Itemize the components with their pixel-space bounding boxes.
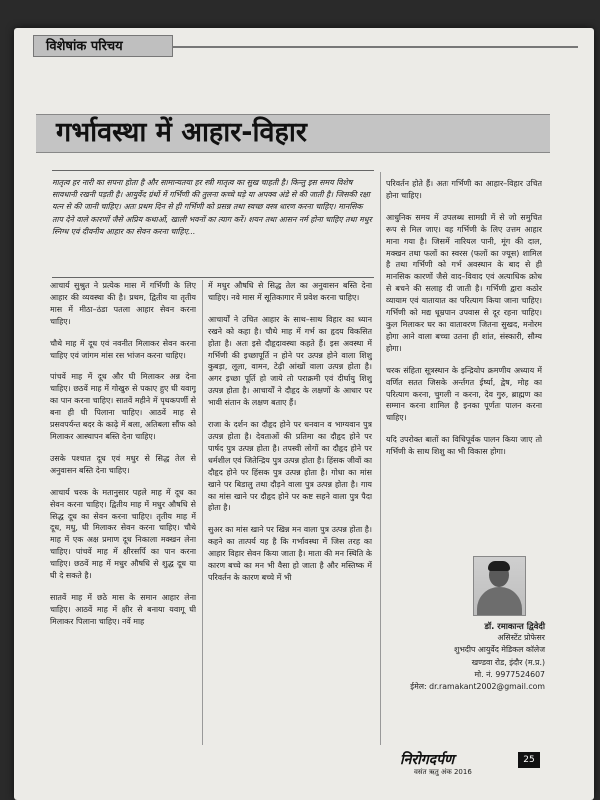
paragraph: चौथे माह में दूध एवं नवनीत मिलाकर सेवन करना चाहिए एवं जांगम मांस रस भांजन करना चाहिए। (50, 338, 196, 360)
author-designation: असिस्टेंट प्रोफेसर (497, 633, 545, 643)
paragraph: आचार्य चरक के मतानुसार पहले माह में दूध का सेवन करना चाहिए। द्वितीय माह में मधुर औषधि से सिद्ध दूध का सेवन करना चाहिए। तृतीय माह में दूध, मधु, घी मिलाकर सेवन करना चाहिए। चौथे माह में एक अक्ष प्रमाण दूध निकाला मक्खन लेना चाहिए। पांचवें माह में क्षीरसर्पि का पान करना चाहिए। छठवें माह में मधुर औषधि से शुद्ध दूध या घी दे सकते है। (50, 487, 196, 581)
author-block (395, 620, 545, 693)
column-2 (208, 280, 372, 750)
page-footer (400, 750, 535, 780)
paragraph: सातवें माह में छठे मास के समान आहार लेना चाहिए। आठवें माह में क्षीर से बनाया यवागू घी मिलाकर पिलाना चाहिए। नवें माह (50, 592, 196, 626)
paragraph: आचार्य सुश्रुत ने प्रत्येक मास में गर्भिणी के लिए आहार की व्यवस्था की है। प्रथम, द्वितीय या तृतीय मास में मीठा–ठंडा पतला आहार सेवन करना चाहिए। (50, 281, 196, 326)
article-title: गर्भावस्था में आहार-विहार (56, 117, 307, 148)
author-college: शुभदीप आयुर्वेद मेडिकल कॉलेज (454, 645, 545, 655)
paragraph: राजा के दर्शन का दौहृद होने पर धनवान व भाग्यवान पुत्र उत्पन्न होता है। देवताओं की प्रतिमा का दौहृद होने पर पार्षद पुत्र उत्पन्न होता है। तपस्वी लोगों का दौहृद होने पर धर्मशील एवं जितेन्द्रिय पुत्र उत्पन्न होता है। हिंसक जीवों का दौहृद होने पर हिंसक पुत्र उत्पन्न होता है। गोधा का मांस खाने पर बिडालु तथा दौड़ने वाला पुत्र उत्पन्न होता है। गाय का मांस खाने पर दौहृद होने पर कष्ट सहने वाला पुत्र पैदा होता है। (208, 420, 372, 513)
paragraph: परिवर्तन होते हैं। अतः गर्भिणी का आहार–विहार उचित होना चाहिए। (386, 179, 542, 200)
magazine-logo: निरोगदर्पण (400, 752, 455, 768)
column-3 (386, 178, 542, 548)
paragraph: चरक संहिता सूत्रस्थान के इन्द्रियोप क्रमणीय अध्याय में वर्णित सतत जिसके अर्न्तगत ईर्ष्या, द्वेष, मोह का परित्याग करना, चुगली न करना, देव गुरु, ब्राह्मण का सम्मान करना शामिल है इनका पूर्णतः पालन करना चाहिए। (386, 365, 542, 423)
column-1 (50, 280, 196, 750)
paragraph: में मधुर औषधि से सिद्ध तेल का अनुवासन बस्ति देना चाहिए। नवे मास में सूतिकागार में प्रवेश करना चाहिए। (208, 281, 372, 302)
photo-body-shape (477, 587, 522, 616)
column-divider (202, 280, 203, 745)
paragraph: आचार्यों ने उचित आहार के साथ–साथ विहार का ध्यान रखने को कहा है। चौथे माह में गर्भ का हृदय विकसित होता है। अतः इसे दौहृदावस्था कहते हैं। इस अवस्था में गर्भिणी की इच्छापूर्ति न होने पर उत्पन्न होने वाला शिशु कुबड़ा, लूला, वामन, टेढ़ी आंखों वाला उत्पन्न होता है। अगर इच्छा पूर्ति हो जाये तो पराक्रमी एवं दीर्घायु शिशु उत्पन्न होता है। आचार्यों ने दौहृद के लक्षणों के आधार पर भावी संतान के लक्षण बताए हैं। (208, 314, 372, 408)
author-photo (473, 556, 526, 616)
author-email: ईमेल: dr.ramakant2002@gmail.com (410, 682, 545, 692)
paragraph: पांचवें माह में दूध और घी मिलाकर अन्न देना चाहिए। छठवें माह में गोखुरु से पकाए हुए घी यवागू का पान करना चाहिए। सातवें महीने में पृथकपर्णी से बना ही घी पिलाना चाहिए। आठवें माह से प्रसवपर्यन्त बदर के काढ़े में बला, अतिबला सौंफ को मिलाकर आस्थापन बस्ति देना चाहिए। (50, 372, 196, 441)
author-mobile: मो. नं. 9977524607 (474, 669, 545, 679)
paragraph: आधुनिक समय में उपलब्ध सामग्री में से जो समुचित रूप से मिल जाए। वह गर्भिणी के लिए उत्तम आहार माना गया है। जिसमें नारियल पानी, मूंग की दाल, मक्खन तथा फलों का स्वरस (फलों का ज्यूस) शामिल है तथा गर्भिणी को गर्भ अवस्थान के बाद से ही मानसिक कारणों जैसे वाद–विवाद एवं अत्याधिक क्रोध से बचने की सलाह दी जाती है। गर्भिणी द्वारा कठोर व्यायाम एवं यातायात का परित्याग किया जाना चाहिए। गर्भिणी को मद्य धूम्रपान उपवास से दूर रहना चाहिए। कुल मिलाकर घर का वातावरण जितना सुखद, मनोरम होगा आने वाला बच्चा उतना ही शांत, संस्कारी, सौम्य होगा। (386, 212, 542, 353)
paragraph: यदि उपरोक्त बातों का विधिपूर्वक पालन किया जाए तो गर्भिणी के साथ शिशु का भी विकास होगा। (386, 435, 542, 457)
paragraph: सुअर का मांस खाने पर खिन्न मन वाला पुत्र उत्पन्न होता है। कहने का तात्पर्य यह है कि गर्भावस्था में जिस तरह का आहार विहार सेवन किया जाता है। माता की मन स्थिति के कारण बच्चे का मन भी वैसा हो जाता है और मस्तिष्क में परिवर्तन के कारण बच्चे में भी (208, 525, 372, 582)
edition-label: वसंत ऋतु अंक 2016 (414, 768, 472, 776)
page-number: 25 (518, 752, 540, 768)
section-rule (173, 46, 578, 48)
intro-paragraph: मातृत्व हर नारी का सपना होता है और सामान्यतया हर स्त्री मातृत्व का सुख चाहती है। किन्तु इस समय विशेष सावधानी रखनी पड़ती है। आयुर्वेद ग्रंथों में गर्भिणी की तुलना कच्चे घड़े या अपक्व अंडे से की जाती है। जिसकी रक्षा यत्न से की जानी चाहिए। अतः प्रथम दिन से ही गर्भिणी को प्रसन्न तथा स्वच्छ वस्त्र धारण करना चाहिए। मानसिक ताप देने वाले कारणों जैसे अप्रिय कथाओं, खाली भवनों का त्याग करें। शयन तथा आसन नर्म होना चाहिए तथा मधुर स्निग्ध एवं दीवनीय आहार का सेवन करना चाहिए... (52, 170, 374, 278)
author-address: खण्डवा रोड, इंदौर (म.प्र.) (471, 657, 545, 667)
column-divider (380, 172, 381, 745)
author-name: डॉ. रमाकान्त द्विवेदी (484, 621, 545, 631)
section-tag: विशेषांक परिचय (33, 35, 173, 57)
photo-hair-shape (488, 561, 510, 571)
paragraph: उसके पश्चात दूध एवं मधुर से सिद्ध तेल से अनुवासन बस्ति देना चाहिए। (50, 453, 196, 475)
